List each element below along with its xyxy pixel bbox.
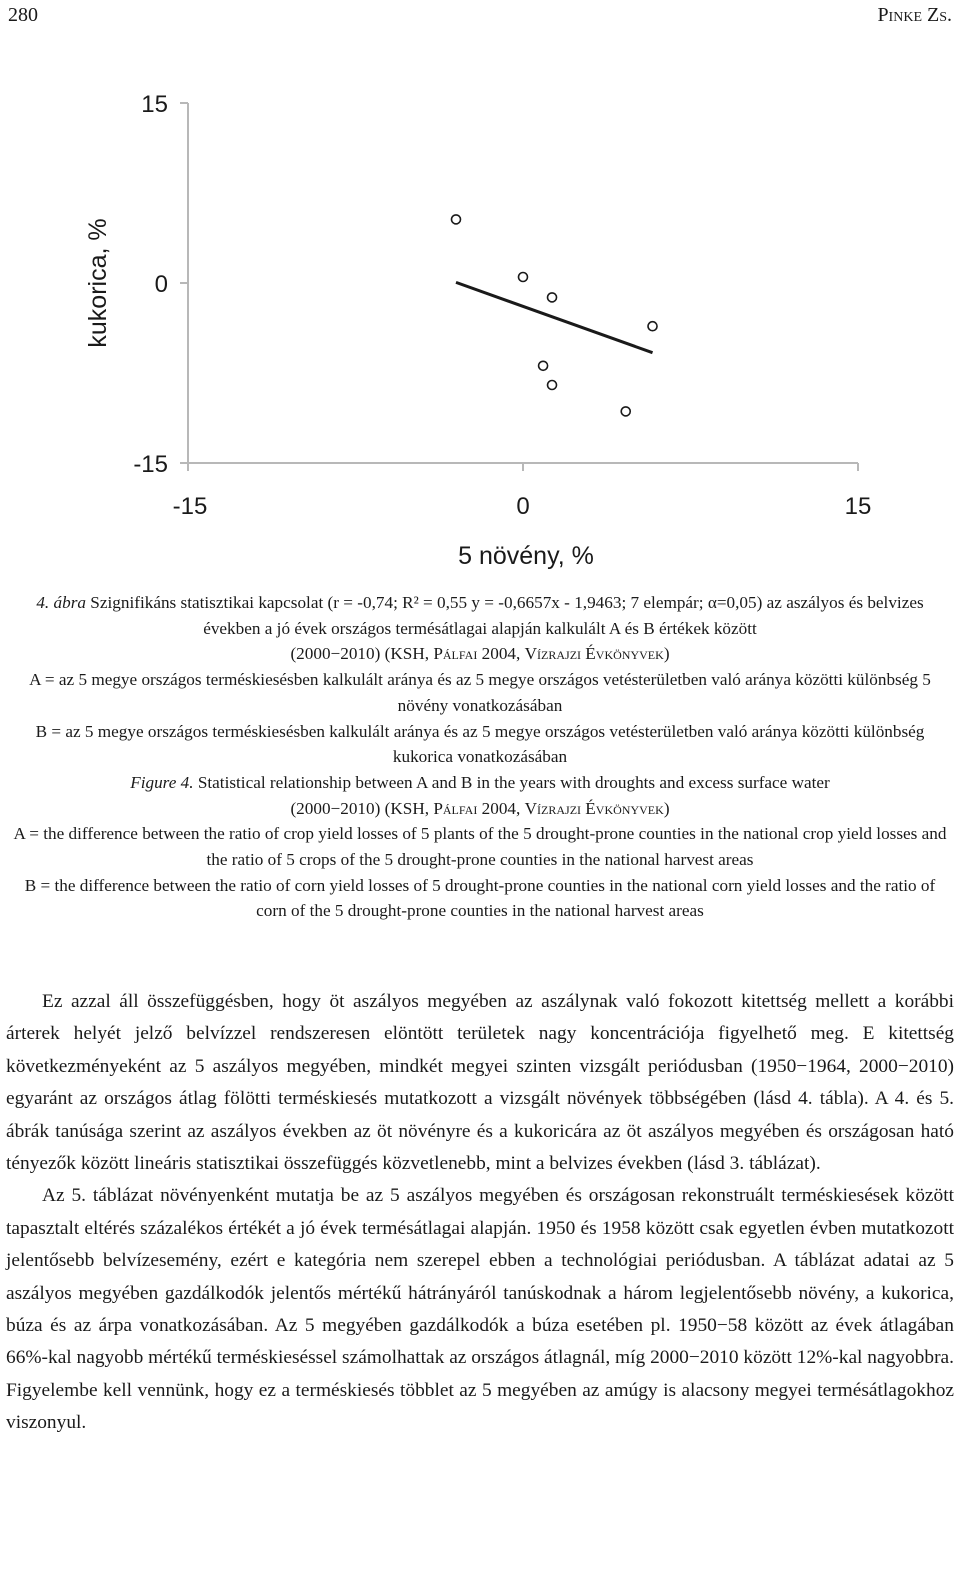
source-suffix: ) bbox=[663, 644, 670, 664]
data-point bbox=[519, 273, 528, 282]
caption-hu-b: B = az 5 megye országos terméskiesésben kalkulált aránya és az 5 megye országos vetésterületben való aránya közötti különbség kukorica vonatkozásában bbox=[35, 721, 925, 767]
running-author: Pinke Zs. bbox=[877, 4, 952, 26]
caption-hu-a: A = az 5 megye országos terméskiesésben kalkulált aránya és az 5 megye országos vetésterületben való aránya közötti különbség 5 növény vonatkozásában bbox=[29, 670, 931, 715]
figure-caption bbox=[8, 590, 952, 924]
y-tick-label: -15 bbox=[133, 451, 168, 478]
source-suffix: ) bbox=[663, 798, 670, 818]
data-point bbox=[539, 361, 548, 370]
data-point bbox=[452, 215, 461, 224]
y-tick-label: 0 bbox=[154, 271, 168, 298]
source-book: Vízrajzi Évkönyvek bbox=[524, 644, 664, 664]
x-tick-label: 0 bbox=[516, 493, 530, 520]
body-paragraph: Ez azzal áll összefüggésben, hogy öt aszályos megyében az aszálynak való fokozott kitettség mellett a korábbi árterek helyét jelző belvízzel rendszeresen elöntött területek nagy koncentrációja figyelhető meg. E kitettség következményeként az 5 aszályos megyében, mindkét megyei szinten vizsgált periódusban (1950−1964, 2000−2010) egyaránt az országos átlag fölötti terméskiesés mutatkozott a vizsgált növények többségében (lásd 4. tábla). A 4. és 5. ábrák tanúsága szerint az aszályos években az öt növényre és a kukoricára az öt aszályos megyében és országosan ható tényezők között lineáris statisztikai összefüggés közvetlenebb, mint a belvizes években (lásd 3. táblázat). bbox=[6, 991, 954, 1175]
data-point bbox=[621, 407, 630, 416]
y-tick-label: 15 bbox=[141, 91, 168, 118]
source-year: 2004, bbox=[477, 798, 525, 818]
caption-hu-text: Szignifikáns statisztikai kapcsolat (r = -0,74; R² = 0,55 y = -0,6657x - 1,9463; 7 elempár; α=0,05) az aszályos és belvizes években a jó évek országos termésátlagai alapján kalkulált A és B értékek között bbox=[86, 593, 924, 638]
x-tick-label: 15 bbox=[844, 493, 872, 520]
source-book: Vízrajzi Évkönyvek bbox=[524, 798, 664, 818]
source-author: Pálfai bbox=[433, 798, 478, 818]
caption-en-b: B = the difference between the ratio of corn yield losses of 5 drought-prone counties in the national corn yield losses and the ratio of corn of the 5 drought-prone counties in the national harvest areas bbox=[24, 875, 936, 921]
caption-en-text: Statistical relationship between A and B in the years with droughts and excess surface water bbox=[193, 772, 830, 792]
source-prefix: (2000−2010) (KSH, bbox=[290, 798, 434, 818]
source-prefix: (2000−2010) (KSH, bbox=[290, 644, 434, 664]
caption-en-label: Figure 4. bbox=[130, 772, 194, 792]
data-point bbox=[548, 293, 557, 302]
caption-hu-source bbox=[8, 641, 952, 667]
x-tick-label: -15 bbox=[172, 493, 208, 520]
caption-hu-title bbox=[8, 590, 952, 641]
running-header bbox=[8, 4, 952, 30]
caption-en-source bbox=[8, 796, 952, 822]
x-axis bbox=[188, 463, 858, 471]
page-number: 280 bbox=[8, 4, 38, 26]
body-text bbox=[6, 986, 954, 1440]
source-author: Pálfai bbox=[433, 644, 478, 664]
x-axis-label: 5 növény, % bbox=[458, 542, 594, 570]
caption-en-a: A = the difference between the ratio of crop yield losses of 5 plants of the 5 drought-prone counties in the national crop yield losses and the ratio of 5 crops of the 5 drought-prone counties in the national harvest areas bbox=[13, 824, 947, 870]
source-year: 2004, bbox=[477, 644, 525, 664]
caption-en-title bbox=[8, 770, 952, 796]
data-point bbox=[548, 381, 557, 390]
y-axis bbox=[180, 103, 188, 463]
scatter-chart bbox=[0, 70, 960, 590]
body-paragraph: Az 5. táblázat növényenként mutatja be az 5 aszályos megyében és országosan rekonstruált terméskiesések között tapasztalt eltérés százalékos értékét a jó évek termésátlagai alapján. 1950 és 1958 között csak egyetlen évben mutatkozott jelentősebb belvízesemény, ezért e kategória nem szerepel ebben a technológiai periódusban. A táblázat adatai az 5 aszályos megyében gazdálkodók jelentős mértékű hátrányáról tanúskodnak a három legjelentősebb növény, a kukorica, búza és az árpa vonatkozásában. Az 5 megyében gazdálkodók a búza esetében pl. 1950−58 között az évek átlagában 66%-kal nagyobb mértékű terméskieséssel számolhattak az országos átlagnál, míg 2000−2010 között 12%-kal nagyobbra. Figyelembe kell vennünk, hogy ez a terméskiesés többlet az 5 megyében az amúgy is alacsony megyei termésátlagokhoz viszonyul. bbox=[6, 1185, 954, 1434]
caption-hu-label: 4. ábra bbox=[36, 593, 86, 612]
y-axis-label: kukorica, % bbox=[84, 218, 112, 348]
data-points bbox=[452, 215, 658, 416]
data-point bbox=[648, 322, 657, 331]
